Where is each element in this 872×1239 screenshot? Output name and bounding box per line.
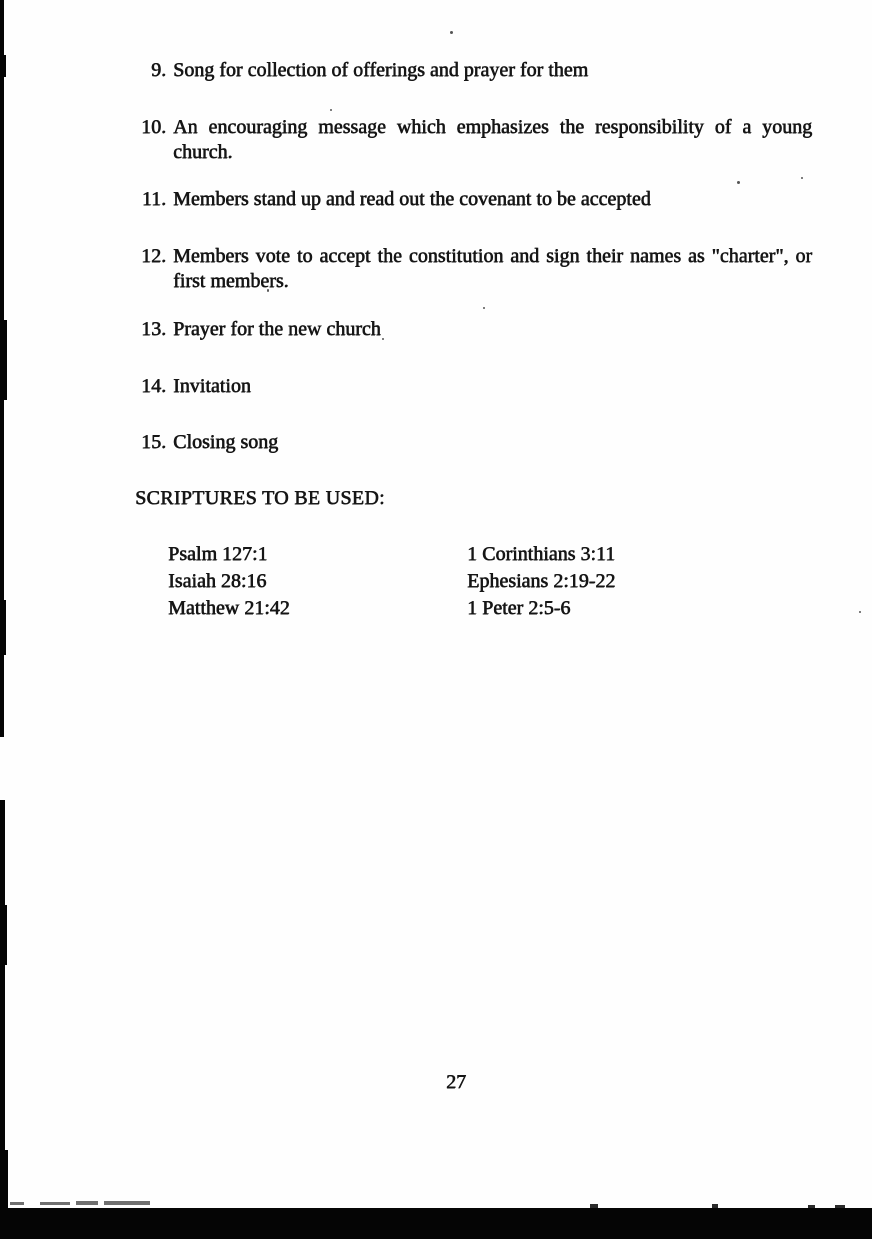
list-item-number: 9. [151,59,166,81]
list-item-13 [134,317,812,342]
list-item-number: 13. [141,318,166,340]
list-item-number: 10. [141,116,166,138]
scan-speck [859,611,861,613]
scan-bar-bump [590,1204,598,1208]
list-item-12 [134,244,812,294]
scriptures-left-column [168,541,290,622]
scan-speck-row [10,1202,24,1205]
scan-speck [450,31,453,34]
list-item-number: 15. [141,431,166,453]
scan-speck-row [104,1201,150,1205]
list-item-number: 12. [141,245,166,267]
list-item-number: 14. [141,375,166,397]
scan-speck [737,181,740,184]
page-number: 27 [446,1071,466,1093]
list-item-text: Song for collection of offerings and prayer for them [173,59,589,81]
scan-bar-bump [835,1205,845,1208]
scripture-reference: 1 Peter 2:5-6 [467,597,571,619]
scripture-reference: Isaiah 28:16 [168,570,267,592]
scan-speck-row [40,1202,70,1205]
scan-bar-bump [808,1205,815,1208]
scan-left-edge-strip [0,320,7,400]
list-item-text: An encouraging message which emphasizes the responsibility of a young church. [173,116,812,163]
scripture-reference: 1 Corinthians 3:11 [467,543,616,565]
scripture-reference: Psalm 127:1 [168,543,268,565]
scripture-reference: Matthew 21:42 [168,597,290,619]
scan-speck-row [76,1201,98,1205]
scan-speck [330,109,332,111]
scan-left-edge-strip [0,55,6,77]
list-item-9 [134,58,812,83]
scan-bottom-bar [0,1208,872,1239]
scan-left-edge-strip [0,600,6,655]
scriptures-heading: SCRIPTURES TO BE USED: [135,487,385,509]
scan-left-edge-strip [0,905,7,965]
scan-speck [483,307,485,309]
list-item-number: 11. [141,188,166,210]
scan-bar-bump [712,1204,718,1208]
list-item-15 [134,430,812,455]
list-item-text: Prayer for the new church [173,318,381,340]
scriptures-right-column [467,541,615,622]
list-item-11 [134,187,812,212]
list-item-text: Closing song [173,431,279,453]
list-item-text: Members vote to accept the constitution and sign their names as "charter", or first members. [173,245,812,292]
list-item-text: Invitation [173,375,251,397]
scripture-reference: Ephesians 2:19-22 [467,570,616,592]
scan-speck [801,177,803,179]
list-item-text: Members stand up and read out the covenant to be accepted [173,188,651,210]
list-item-14 [134,374,812,399]
list-item-10 [134,115,812,165]
